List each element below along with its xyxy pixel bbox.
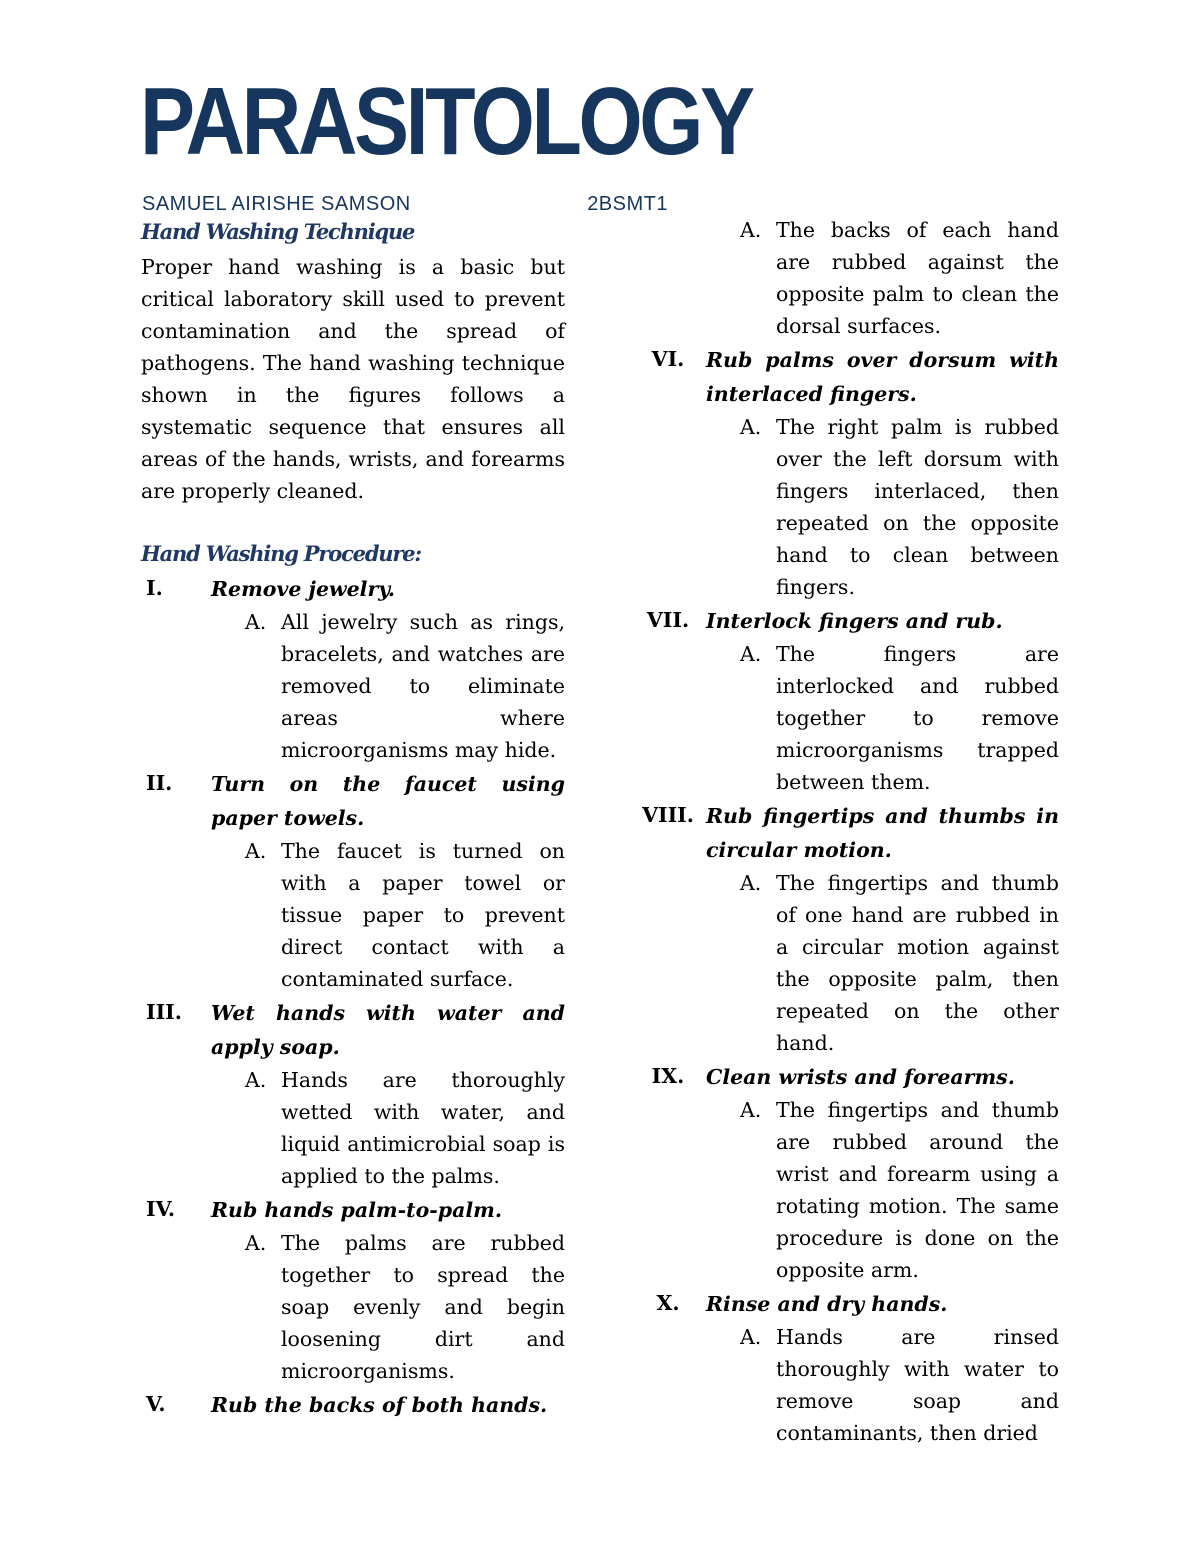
step-numeral: IV. xyxy=(146,1197,176,1221)
step-title: Clean wrists and forearms. xyxy=(706,1065,1015,1089)
step-7 xyxy=(630,604,1059,798)
procedure-heading: Hand Washing Procedure: xyxy=(141,541,421,566)
step-9 xyxy=(630,1060,1059,1286)
step-numeral: X. xyxy=(656,1291,680,1315)
intro-paragraph: Proper hand washing is a basic but critical laboratory skill used to prevent contamination and the spread of pathogens. The hand washing technique shown in the figures follows a systematic sequence that ensures all areas of the hands, wrists, and forearms are properly cleaned. xyxy=(141,255,565,503)
step-detail: The right palm is rubbed over the left dorsum with fingers interlaced, then repeated on the opposite hand to clean between fingers. xyxy=(776,415,1059,599)
step-numeral: VI. xyxy=(651,347,685,371)
step-detail: The fingertips and thumb are rubbed around the wrist and forearm using a rotating motion. The same procedure is done on the opposite arm. xyxy=(776,1098,1059,1282)
step-title: Rinse and dry hands. xyxy=(706,1292,948,1316)
author-line xyxy=(142,193,668,216)
sub-letter: A. xyxy=(245,1231,267,1255)
step-3 xyxy=(141,996,565,1192)
step-title: Wet hands with water and apply soap. xyxy=(211,1001,565,1059)
step-10 xyxy=(630,1287,1059,1449)
document-title: PARASITOLOGY xyxy=(140,68,752,175)
sub-letter: A. xyxy=(740,218,762,242)
step-4 xyxy=(141,1193,565,1387)
step-title: Remove jewelry. xyxy=(211,577,395,601)
left-column xyxy=(141,215,565,1422)
step-detail: Hands are thoroughly wetted with water, and liquid antimicrobial soap is applied to the palms. xyxy=(281,1068,565,1188)
sub-letter: A. xyxy=(245,1068,267,1092)
step-title: Turn on the faucet using paper towels. xyxy=(211,772,565,830)
sub-letter: A. xyxy=(245,839,267,863)
step-numeral: VIII. xyxy=(642,803,694,827)
sub-letter: A. xyxy=(740,642,762,666)
step-detail: The faucet is turned on with a paper towel or tissue paper to prevent direct contact with a contaminated surface. xyxy=(281,839,565,991)
section-code: 2BSMT1 xyxy=(587,193,668,215)
step-title: Rub fingertips and thumbs in circular motion. xyxy=(706,804,1059,862)
step-detail: The fingertips and thumb of one hand are rubbed in a circular motion against the opposite palm, then repeated on the other hand. xyxy=(776,871,1059,1055)
step-5-detail-row xyxy=(738,214,1059,342)
step-detail: The palms are rubbed together to spread the soap evenly and begin loosening dirt and microorganisms. xyxy=(281,1231,565,1383)
step-detail: All jewelry such as rings, bracelets, and watches are removed to eliminate areas where microorganisms may hide. xyxy=(281,610,565,762)
sub-letter: A. xyxy=(245,610,267,634)
step-8 xyxy=(630,799,1059,1059)
step-5 xyxy=(141,1388,565,1422)
step-2 xyxy=(141,767,565,995)
sub-letter: A. xyxy=(740,415,762,439)
sub-letter: A. xyxy=(740,1098,762,1122)
step-detail: The fingers are interlocked and rubbed together to remove microorganisms trapped between them. xyxy=(776,642,1059,794)
step-numeral: II. xyxy=(146,771,173,795)
step-detail: Hands are rinsed thoroughly with water to remove soap and contaminants, then dried xyxy=(776,1325,1059,1445)
author-name: SAMUEL AIRISHE SAMSON xyxy=(142,193,411,215)
technique-heading: Hand Washing Technique xyxy=(141,219,415,244)
step-6 xyxy=(630,343,1059,603)
step-numeral: IX. xyxy=(651,1064,685,1088)
sub-letter: A. xyxy=(740,1325,762,1349)
step-numeral: I. xyxy=(146,576,163,600)
step-numeral: VII. xyxy=(646,608,690,632)
step-title: Rub palms over dorsum with interlaced fingers. xyxy=(706,348,1059,406)
step-1 xyxy=(141,572,565,766)
step-title: Interlock fingers and rub. xyxy=(706,609,1003,633)
step-detail: The backs of each hand are rubbed against the opposite palm to clean the dorsal surfaces. xyxy=(776,218,1059,338)
step-numeral: V. xyxy=(146,1392,166,1416)
step-numeral: III. xyxy=(146,1000,182,1024)
sub-letter: A. xyxy=(740,871,762,895)
step-title: Rub hands palm-to-palm. xyxy=(211,1198,503,1222)
step-title: Rub the backs of both hands. xyxy=(211,1393,548,1417)
right-column xyxy=(630,214,1059,1449)
